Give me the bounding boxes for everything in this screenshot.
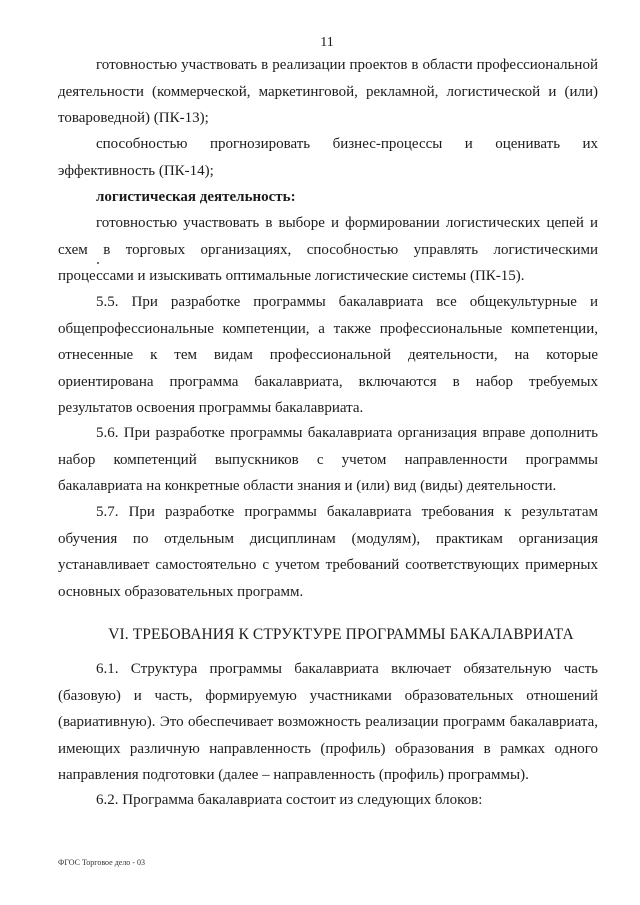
paragraph-6-1: 6.1. Структура программы бакалавриата включает обязательную часть (базовую) и часть, формируемую участниками образовательных отношений (вариативную). Это обеспечивает возможность реализации программ бакалавриата, имеющих различную направленность (профиль) образования в рамках одного направления подготовки (далее – направленность (профиль) программы).	[58, 661, 598, 783]
subheading-logistics: логистическая деятельность:	[96, 189, 296, 205]
page-footer: ФГОС Торговое дело - 03	[58, 858, 145, 867]
section-heading-vi: VI. ТРЕБОВАНИЯ К СТРУКТУРЕ ПРОГРАММЫ БАКАЛАВРИАТА	[108, 626, 574, 643]
paragraph-5-7: 5.7. При разработке программы бакалавриата требования к результатам обучения по отдельным дисциплинам (модулям), практикам организация устанавливает самостоятельно с учетом требований соответствующих примерных основных образовательных программ.	[58, 504, 598, 600]
paragraph-pk14: способностью прогнозировать бизнес-процессы и оценивать их эффективность (ПК-14);	[58, 136, 598, 179]
paragraph-6-2: 6.2. Программа бакалавриата состоит из следующих блоков:	[96, 792, 483, 808]
paragraph-5-5: 5.5. При разработке программы бакалавриата все общекультурные и общепрофессиональные компетенции, а также профессиональные компетенции, отнесенные к тем видам профессиональной деятельности, на которые ориентирована программа бакалавриата, включаются в набор требуемых результатов освоения программы бакалавриата.	[58, 294, 598, 416]
page-number: 11	[320, 35, 334, 50]
paragraph-pk15: готовностью участвовать в выборе и формировании логистических цепей и схем в торговых организациях, способностью управлять логистическими процессами и изыскивать оптимальные логистические системы (ПК-15).	[58, 215, 598, 284]
paragraph-pk13: готовностью участвовать в реализации проектов в области профессиональной деятельности (коммерческой, маркетинговой, рекламной, логистической и (или) товароведной) (ПК-13);	[58, 57, 598, 126]
scan-speck	[97, 262, 99, 264]
paragraph-5-6: 5.6. При разработке программы бакалавриата организация вправе дополнить набор компетенций выпускников с учетом направленности программы бакалавриата на конкретные области знания и (или) вид (виды) деятельности.	[58, 425, 598, 494]
